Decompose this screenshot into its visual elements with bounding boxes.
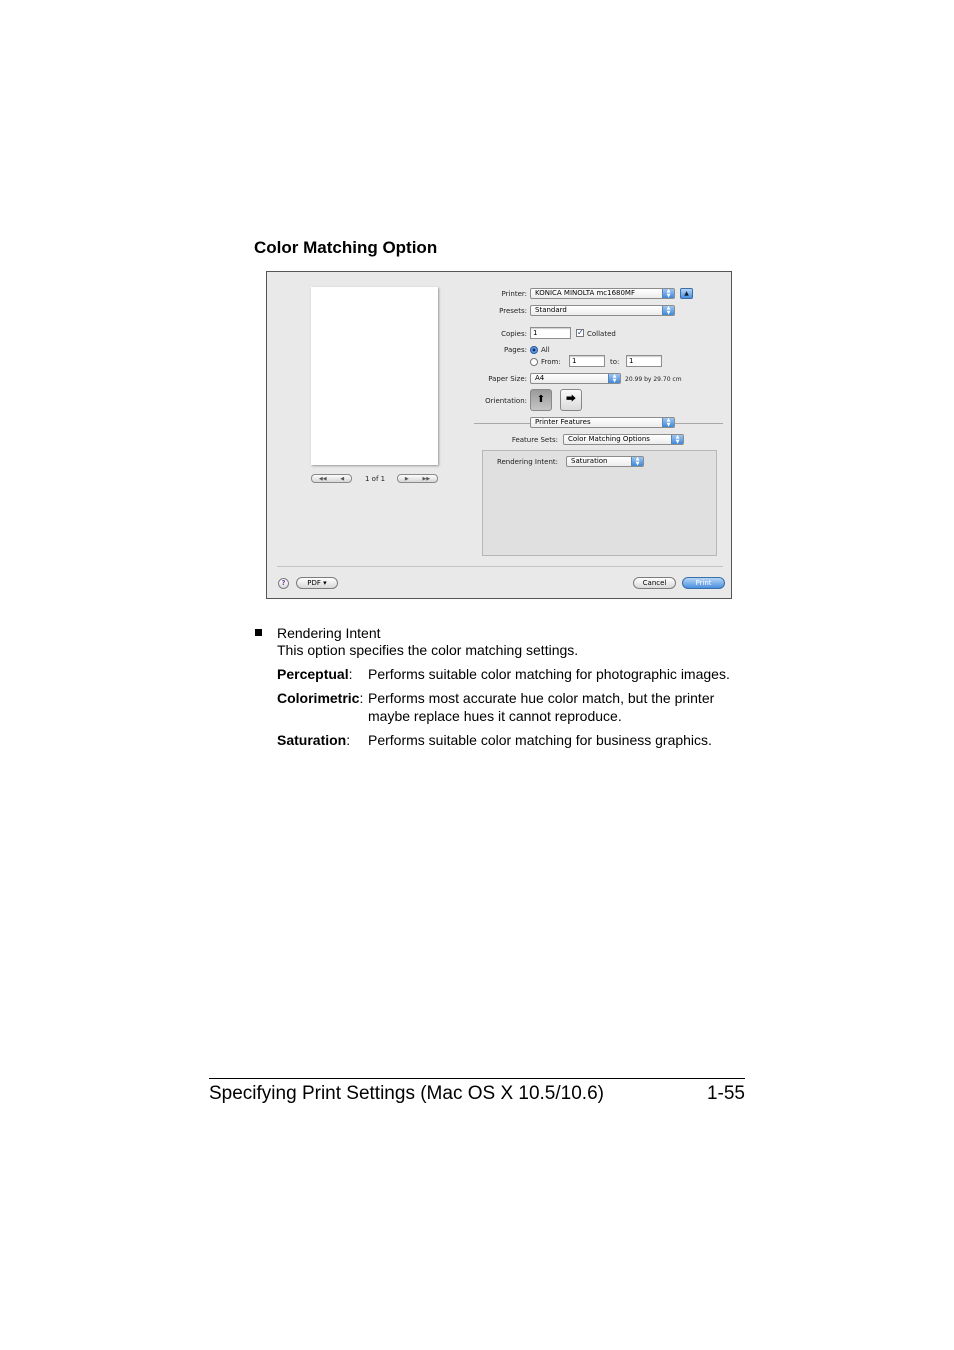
paper-dimensions: 20.99 by 29.70 cm xyxy=(625,376,682,383)
page-counter: 1 of 1 xyxy=(365,475,386,483)
help-icon[interactable]: ? xyxy=(278,578,289,589)
paper-size-value: A4 xyxy=(535,374,545,382)
prev-page-icon[interactable]: ◀ xyxy=(340,475,345,482)
printer-popup[interactable] xyxy=(530,288,675,299)
panel-menu-popup[interactable] xyxy=(530,417,675,428)
pages-all-radio[interactable] xyxy=(530,346,538,354)
definition-saturation: Performs suitable color matching for business graphics. xyxy=(368,732,712,748)
presets-label: Presets: xyxy=(499,307,527,315)
options-group-box xyxy=(482,450,717,556)
portrait-orientation-button[interactable] xyxy=(530,389,552,411)
description-intro: This option specifies the color matching settings. xyxy=(277,642,579,658)
pages-from-radio[interactable] xyxy=(530,358,538,366)
popup-arrows-icon: ▲ ▼ xyxy=(631,457,643,466)
last-page-icon[interactable]: ▶▶ xyxy=(422,475,431,482)
footer-rule xyxy=(209,1078,745,1079)
pdf-button[interactable]: PDF ▾ xyxy=(296,577,338,589)
first-page-icon[interactable]: ◀◀ xyxy=(318,475,327,482)
term-perceptual: Perceptual: xyxy=(277,666,353,682)
cancel-button[interactable]: Cancel xyxy=(633,577,676,589)
footer-title: Specifying Print Settings (Mac OS X 10.5/10.6) xyxy=(209,1083,604,1104)
feature-sets-label: Feature Sets: xyxy=(511,436,558,444)
portrait-icon: ⬆ xyxy=(536,394,546,405)
section-title: Color Matching Option xyxy=(254,238,438,257)
definition-colorimetric: Performs most accurate hue color match, but the printer xyxy=(368,690,715,706)
next-page-icon[interactable]: ▶ xyxy=(404,475,409,482)
printer-label: Printer: xyxy=(501,290,527,298)
pages-to-label: to: xyxy=(610,358,620,366)
popup-arrows-icon: ▲ ▼ xyxy=(662,418,674,427)
pages-to-field[interactable]: 1 xyxy=(626,355,662,367)
print-button[interactable]: Print xyxy=(682,577,725,589)
copies-field[interactable]: 1 xyxy=(530,327,571,339)
popup-arrows-icon: ▲ ▼ xyxy=(608,374,620,383)
collated-label: Collated xyxy=(587,330,616,338)
popup-arrows-icon: ▲ ▼ xyxy=(671,435,683,444)
rendering-intent-label: Rendering Intent: xyxy=(496,458,558,466)
print-dialog xyxy=(266,271,732,599)
term-saturation: Saturation: xyxy=(277,732,351,748)
page-number: 1-55 xyxy=(706,1083,745,1104)
term-colorimetric: Colorimetric: xyxy=(277,690,364,706)
orientation-label: Orientation: xyxy=(485,397,527,405)
landscape-icon: ⮕ xyxy=(566,394,576,405)
feature-sets-popup[interactable] xyxy=(563,434,684,445)
copies-label: Copies: xyxy=(501,330,527,338)
bullet-icon xyxy=(255,629,262,636)
pages-from-label: From: xyxy=(541,358,561,366)
pages-from-field[interactable]: 1 xyxy=(569,355,605,367)
paper-size-label: Paper Size: xyxy=(488,375,527,383)
definition-perceptual: Performs suitable color matching for photographic images. xyxy=(368,666,730,682)
pages-label: Pages: xyxy=(504,346,527,354)
preview-page xyxy=(311,287,438,465)
separator-left xyxy=(474,423,530,424)
printer-value: KONICA MINOLTA mc1680MF xyxy=(535,289,635,297)
rendering-intent-popup[interactable] xyxy=(566,456,644,467)
feature-sets-value: Color Matching Options xyxy=(568,435,650,443)
collapse-disclosure-icon[interactable]: ▲ xyxy=(680,288,693,299)
definition-colorimetric-line2: maybe replace hues it cannot reproduce. xyxy=(368,708,622,724)
description-heading: Rendering Intent xyxy=(277,625,381,641)
rendering-intent-value: Saturation xyxy=(571,457,608,465)
separator-right xyxy=(675,423,723,424)
popup-arrows-icon: ▲ ▼ xyxy=(662,306,674,315)
presets-popup[interactable] xyxy=(530,305,675,316)
preview-back-buttons[interactable] xyxy=(311,474,352,483)
presets-value: Standard xyxy=(535,306,567,314)
paper-size-popup[interactable] xyxy=(530,373,621,384)
bottom-separator xyxy=(277,566,723,567)
landscape-orientation-button[interactable] xyxy=(560,389,582,411)
collated-checkbox[interactable]: ✓ xyxy=(577,328,584,337)
preview-forward-buttons[interactable] xyxy=(397,474,438,483)
popup-arrows-icon: ▲ ▼ xyxy=(662,289,674,298)
pages-all-label: All xyxy=(541,346,550,354)
panel-menu-value: Printer Features xyxy=(535,418,591,426)
